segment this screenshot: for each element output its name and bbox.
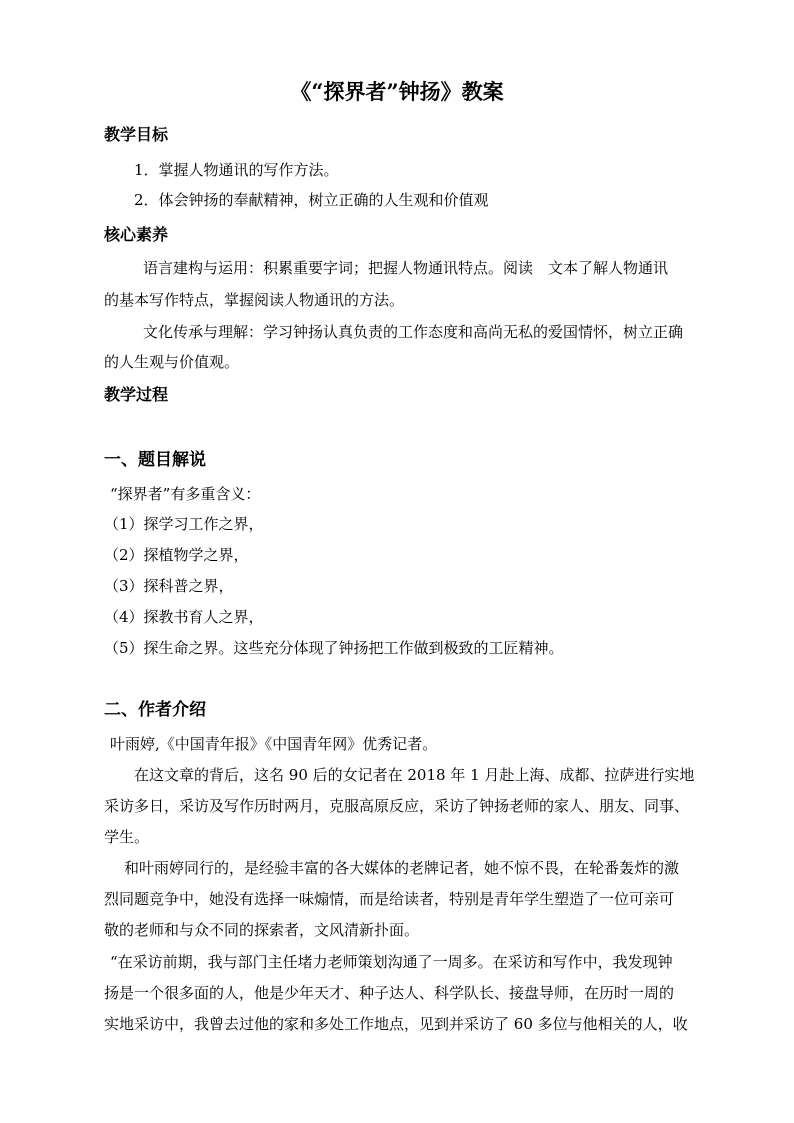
section-2-line-7: 敬的老师和与众不同的探索者，文风清新扑面。	[104, 921, 420, 939]
section-1-item-1: （1）探学习工作之界，	[104, 515, 264, 533]
section-2-line-2: 在这文章的背后，这名 90 后的女记者在 2018 年 1 月赴上海、成都、拉萨进行实地	[134, 766, 695, 784]
section-2-line-1: 叶雨婷,《中国青年报》《中国青年网》优秀记者。	[110, 735, 438, 753]
section-2-line-3: 采访多日，采访及写作历时两月，克服高原反应，采访了钟扬老师的家人、朋友、同事、	[104, 797, 690, 815]
section-1-item-3: （3）探科普之界，	[104, 577, 234, 595]
objective-item-2: 2．体会钟扬的奉献精神，树立正确的人生观和价值观	[134, 191, 489, 209]
section-1-heading: 一、题目解说	[104, 450, 206, 470]
section-2-line-6: 烈同题竞争中，她没有选择一味煽情，而是给读者，特别是青年学生塑造了一位可亲可	[104, 890, 675, 908]
heading-teaching-process: 教学过程	[104, 385, 169, 404]
section-2-line-5: 和叶雨婷同行的，是经验丰富的各大媒体的老牌记者，她不惊不畏，在轮番轰炸的激	[124, 859, 680, 877]
section-1-intro: “探界者”有多重含义：	[110, 485, 261, 503]
section-2-line-8: “在采访前期，我与部门主任堵力老师策划沟通了一周多。在采访和写作中，我发现钟	[110, 953, 673, 971]
heading-teaching-objectives: 教学目标	[104, 125, 169, 144]
core-paragraph-2-line-1: 文化传承与理解：学习钟扬认真负责的工作态度和高尚无私的爱国情怀，树立正确	[143, 323, 684, 341]
core-paragraph-2-line-2: 的人生观与价值观。	[104, 353, 240, 371]
section-2-line-9: 扬是一个很多面的人，他是少年天才、种子达人、科学队长、接盘导师，在历时一周的	[104, 984, 675, 1002]
section-1-item-5: （5）探生命之界。这些充分体现了钟扬把工作做到极致的工匠精神。	[104, 639, 564, 657]
section-1-item-4: （4）探教书育人之界，	[104, 608, 264, 626]
objective-item-1: 1．掌握人物通讯的写作方法。	[134, 161, 339, 179]
section-1-item-2: （2）探植物学之界，	[104, 546, 249, 564]
section-2-heading: 二、作者介绍	[104, 700, 206, 720]
document-title: 《“探界者”钟扬》教案	[290, 79, 504, 104]
section-2-line-10: 实地采访中，我曾去过他的家和多处工作地点，见到并采访了 60 多位与他相关的人，收	[104, 1015, 688, 1033]
heading-core-literacy: 核心素养	[104, 225, 169, 244]
core-paragraph-1-line-2: 的基本写作特点，掌握阅读人物通讯的方法。	[104, 291, 405, 309]
section-2-line-4: 学生。	[104, 828, 150, 846]
core-paragraph-1-line-1: 语言建构与运用：积累重要字词；把握人物通讯特点。阅读 文本了解人物通讯	[143, 259, 669, 277]
